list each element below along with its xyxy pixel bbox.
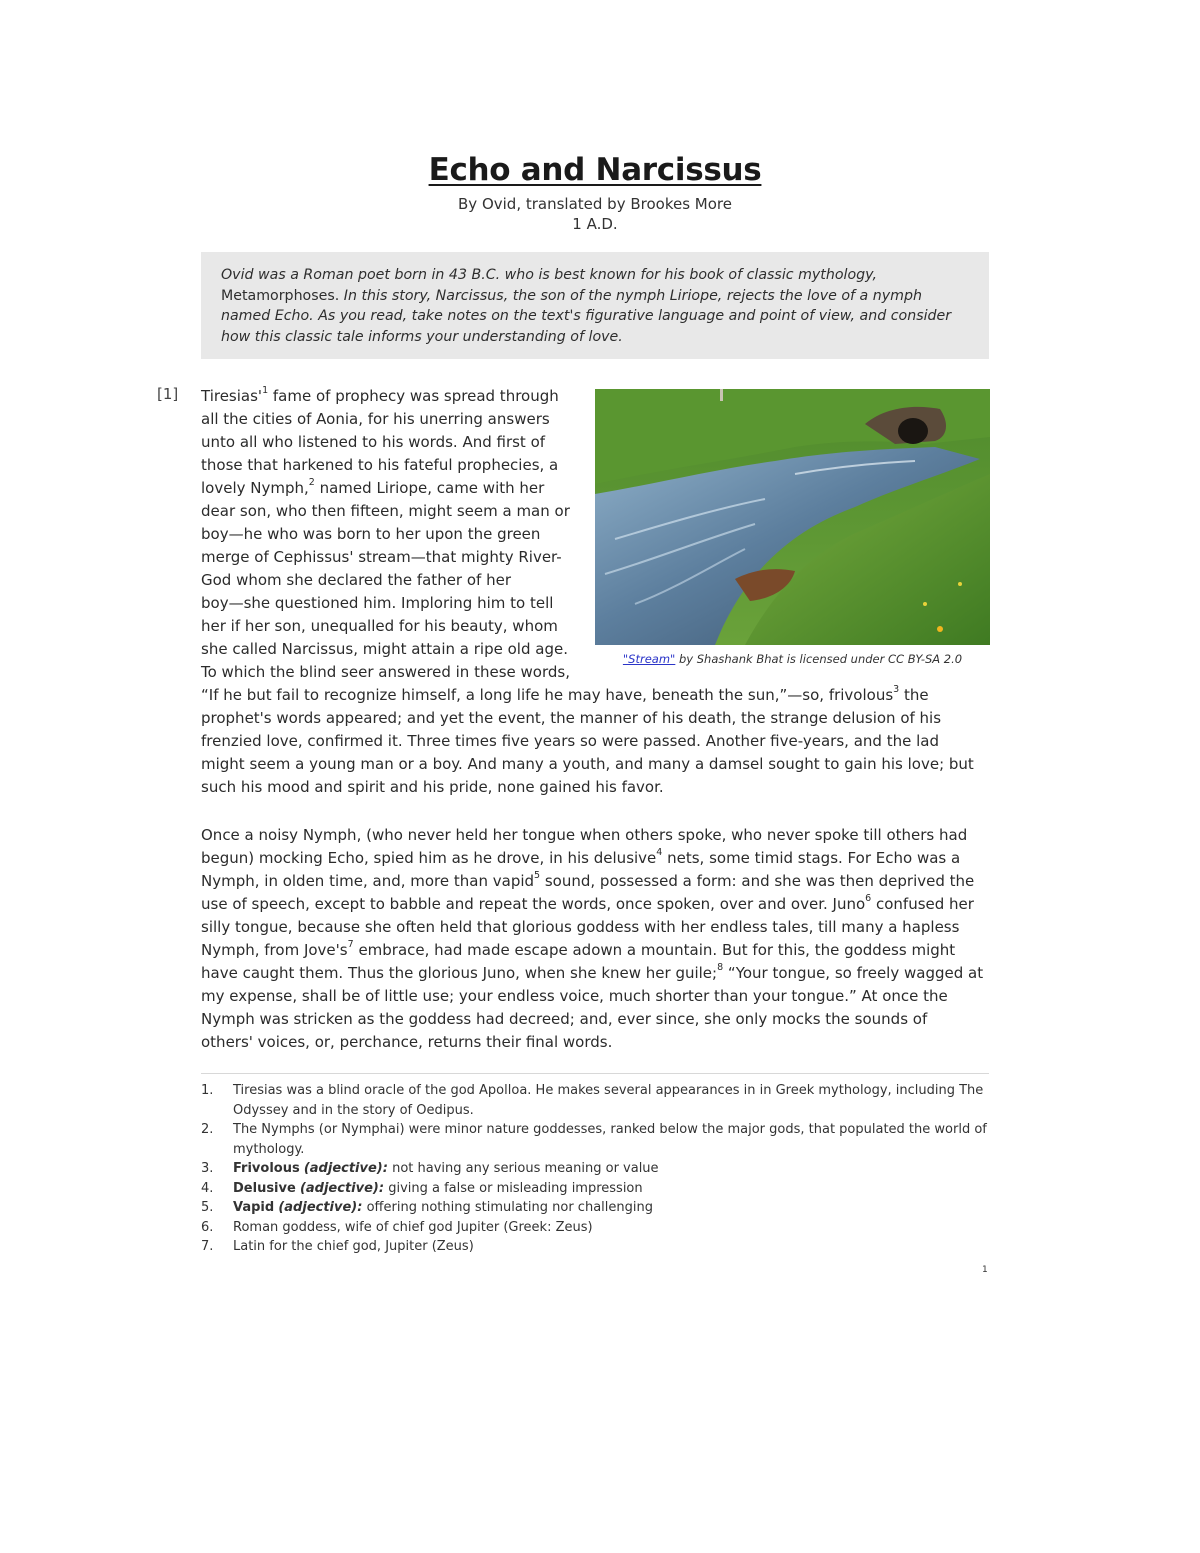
text-segment: use of speech, except to babble and repeat the words, once spoken, over and over. Juno [201, 895, 866, 913]
footnote-term: Delusive [233, 1180, 296, 1196]
author-byline: By Ovid, translated by Brookes More [458, 195, 732, 213]
text-line: silly tongue, because she often held that glorious goddess with her endless tales, till many a hapless [201, 918, 960, 936]
page-number: 1 [982, 1265, 988, 1275]
footnote-ref[interactable]: 1 [262, 385, 269, 396]
text-line: all the cities of Aonia, for his unerring answers [201, 410, 550, 428]
text-line: others' voices, or, perchance, returns their final words. [201, 1033, 613, 1051]
footnote-definition [233, 1159, 991, 1179]
footnote-item [201, 1237, 991, 1257]
footnote-divider [201, 1073, 989, 1074]
footnote-text: Latin for the chief god, Jupiter (Zeus) [233, 1239, 474, 1254]
footnote-ref[interactable]: 7 [347, 939, 354, 950]
text-line: prophet's words appeared; and yet the event, the manner of his death, the strange delusion of his [201, 709, 942, 727]
stream-photo [595, 389, 990, 645]
footnote-text: not having any serious meaning or value [392, 1161, 659, 1176]
publication-date: 1 A.D. [572, 215, 618, 233]
footnote-definition [233, 1179, 991, 1199]
footnote-number: 3. [201, 1161, 214, 1176]
page-title: Echo and Narcissus [428, 152, 762, 188]
figure [595, 389, 990, 666]
text-line: Once a noisy Nymph, (who never held her tongue when others spoke, who never spoke till others had [201, 826, 968, 844]
footnote-item [201, 1159, 991, 1179]
text-segment: Nymph, in olden time, and, more than vapid [201, 872, 535, 890]
caption-link[interactable]: "Stream" [622, 652, 676, 666]
text-line [201, 893, 991, 916]
text-segment: begun) mocking Echo, spied him as he drove, in his delusive [201, 849, 657, 867]
text-line: boy—she questioned him. Imploring him to tell [201, 594, 554, 612]
text-line: such his mood and spirit and his pride, none gained his favor. [201, 778, 664, 796]
text-segment: the [903, 686, 929, 704]
text-line: dear son, who then fifteen, might seem a man or [201, 502, 570, 520]
text-line: those that harkened to his fateful prophecies, a [201, 456, 559, 474]
text-segment: lovely Nymph, [201, 479, 309, 497]
footnote-text: Roman goddess, wife of chief god Jupiter (Greek: Zeus) [233, 1219, 593, 1235]
text-line [201, 962, 991, 985]
footnote-term: Vapid [233, 1200, 275, 1215]
footnote-item [201, 1198, 991, 1218]
intro-box [201, 252, 989, 359]
text-line: Nymph was stricken as the goddess had decreed; and, ever since, she only mocks the sounds of [201, 1010, 928, 1028]
footnote-text: Tiresias was a blind oracle of the god Apolloa. He makes several appearances in in Greek mythology, including The Odyssey and in the story of Oedipus. [233, 1083, 984, 1118]
footnote-ref[interactable]: 8 [717, 962, 724, 973]
text-line: God whom she declared the father of her [201, 571, 511, 589]
footnote-ref[interactable]: 5 [534, 870, 541, 881]
footnote-item [201, 1120, 991, 1159]
footnote-text: The Nymphs (or Nymphai) were minor nature goddesses, ranked below the major gods, that populated the world of mythology. [233, 1122, 987, 1157]
footnote-term: Frivolous [233, 1161, 300, 1176]
footnote-ref[interactable]: 4 [656, 847, 663, 858]
text-segment: Tiresias' [201, 387, 263, 405]
footnote-number: 4. [201, 1180, 214, 1196]
caption-text: by Shashank Bhat is licensed under CC BY-SA 2.0 [679, 652, 963, 666]
text-line: might seem a young man or a boy. And many a youth, and many a damsel sought to gain his love; but [201, 755, 974, 773]
paragraph-2 [201, 824, 991, 1054]
footnotes-list [201, 1081, 991, 1257]
text-line: my expense, shall be of little use; your endless voice, much shorter than your tongue.” At once the [201, 987, 948, 1005]
footnote-item [201, 1218, 991, 1238]
text-line: unto all who listened to his words. And first of [201, 433, 546, 451]
text-line [201, 684, 991, 707]
intro-text-part2: In this story, Narcissus, the son of the nymph Liriope, rejects the love of a nymph named Echo. As you read, take notes on the text's figurative language and point of view, and consider how this classic tale informs your understanding of love. [221, 287, 952, 345]
footnote-text: giving a false or misleading impression [388, 1180, 643, 1196]
footnote-pos: (adjective): [299, 1180, 385, 1196]
text-segment: Nymph, from Jove's [201, 941, 348, 959]
footnote-ref[interactable]: 2 [308, 477, 315, 488]
paragraph-1-wrapped [201, 385, 586, 684]
text-segment: embrace, had made escape adown a mountain. But for this, the goddess might [358, 941, 956, 959]
text-line: To which the blind seer answered in these words, [201, 663, 570, 681]
footnote-pos: (adjective): [278, 1200, 363, 1215]
text-line [201, 939, 991, 962]
text-line [201, 385, 586, 408]
footnote-item [201, 1081, 991, 1120]
footnote-ref[interactable]: 3 [893, 684, 900, 695]
intro-book-title: Metamorphoses. [221, 287, 340, 304]
footnote-number: 6. [201, 1219, 214, 1235]
paragraph-number: [1] [157, 385, 179, 403]
footnote-number: 7. [201, 1239, 214, 1254]
text-line [201, 477, 586, 500]
text-segment: nets, some timid stags. For Echo was a [667, 849, 961, 867]
footnote-number: 5. [201, 1200, 214, 1215]
footnote-ref[interactable]: 6 [865, 893, 872, 904]
footnote-text: offering nothing stimulating nor challenging [366, 1200, 653, 1215]
text-segment: “If he but fail to recognize himself, a long life he may have, beneath the sun,”—so, frivolous [201, 686, 894, 704]
text-segment: fame of prophecy was spread through [272, 387, 559, 405]
text-line: frenzied love, confirmed it. Three times five years so were passed. Another five-years, and the lad [201, 732, 939, 750]
paragraph-1-continued [201, 684, 991, 799]
text-line [201, 870, 991, 893]
text-segment: sound, possessed a form: and she was then deprived the [544, 872, 975, 890]
intro-text-part1: Ovid was a Roman poet born in 43 B.C. who is best known for his book of classic mythology, [221, 267, 877, 283]
text-line: merge of Cephissus' stream—that mighty River- [201, 548, 562, 566]
text-segment: confused her [875, 895, 974, 913]
footnote-pos: (adjective): [303, 1161, 388, 1176]
text-segment: “Your tongue, so freely wagged at [727, 964, 984, 982]
footnote-item [201, 1179, 991, 1199]
text-line: boy—he who was born to her upon the green [201, 525, 541, 543]
footnote-definition [233, 1198, 991, 1218]
text-segment: named Liriope, came with her [319, 479, 545, 497]
figure-caption [595, 652, 990, 666]
footnote-number: 2. [201, 1122, 214, 1137]
text-line: her if her son, unequalled for his beauty, whom [201, 617, 558, 635]
text-line: she called Narcissus, might attain a ripe old age. [201, 640, 568, 658]
text-segment: have caught them. Thus the glorious Juno, when she knew her guile; [201, 964, 718, 982]
footnote-number: 1. [201, 1083, 214, 1098]
text-line [201, 847, 991, 870]
